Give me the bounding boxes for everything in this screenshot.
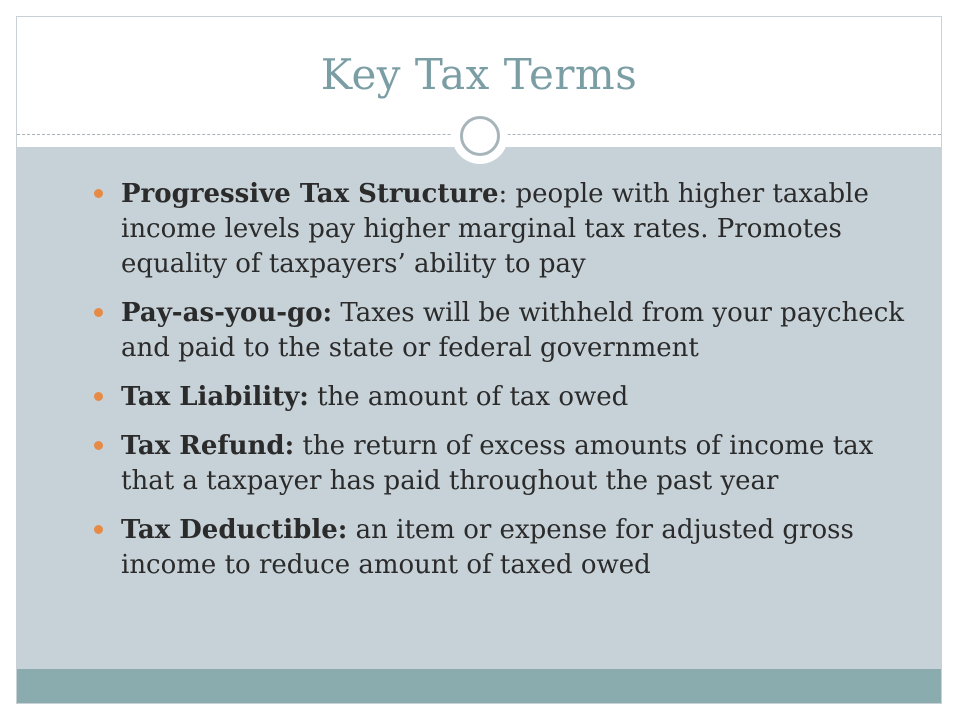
bullet-separator	[347, 515, 355, 545]
bullet-dot-icon	[94, 308, 103, 317]
bullet-definition: the return of excess amounts of income tax that a taxpayer has paid throughout the past year	[121, 431, 874, 496]
bullet-definition: an item or expense for adjusted gross income to reduce amount of taxed owed	[121, 515, 854, 580]
bullet-item-tax-liability	[91, 380, 921, 415]
bullet-item-tax-refund	[91, 429, 921, 499]
bullet-dot-icon	[94, 392, 103, 401]
circle-ring-inner	[460, 116, 500, 156]
footer-bar	[17, 669, 941, 703]
bullet-dot-icon	[94, 525, 103, 534]
bullet-separator: :	[498, 179, 516, 209]
bullet-dot-icon	[94, 441, 103, 450]
bullet-term: Pay-as-you-go:	[121, 298, 333, 328]
bullet-term: Progressive Tax Structure	[121, 179, 499, 209]
bullet-definition: Taxes will be withheld from your paycheck and paid to the state or federal government	[121, 298, 905, 363]
bullet-term: Tax Deductible:	[121, 515, 348, 545]
circle-ring-icon	[452, 108, 508, 164]
slide-title: Key Tax Terms	[320, 50, 638, 99]
bullet-list	[91, 177, 921, 597]
content-area	[17, 147, 941, 671]
bullet-dot-icon	[94, 189, 103, 198]
bullet-definition: people with higher taxable income levels pay higher marginal tax rates. Promotes equality of taxpayers’ ability to pay	[121, 179, 869, 279]
bullet-item-tax-deductible	[91, 513, 921, 583]
bullet-term: Tax Liability:	[121, 382, 309, 412]
bullet-term: Tax Refund:	[121, 431, 295, 461]
slide-frame	[16, 16, 942, 704]
bullet-item-progressive-tax-structure	[91, 177, 921, 282]
bullet-item-pay-as-you-go	[91, 296, 921, 366]
bullet-separator	[309, 382, 317, 412]
bullet-definition: the amount of tax owed	[317, 382, 629, 412]
